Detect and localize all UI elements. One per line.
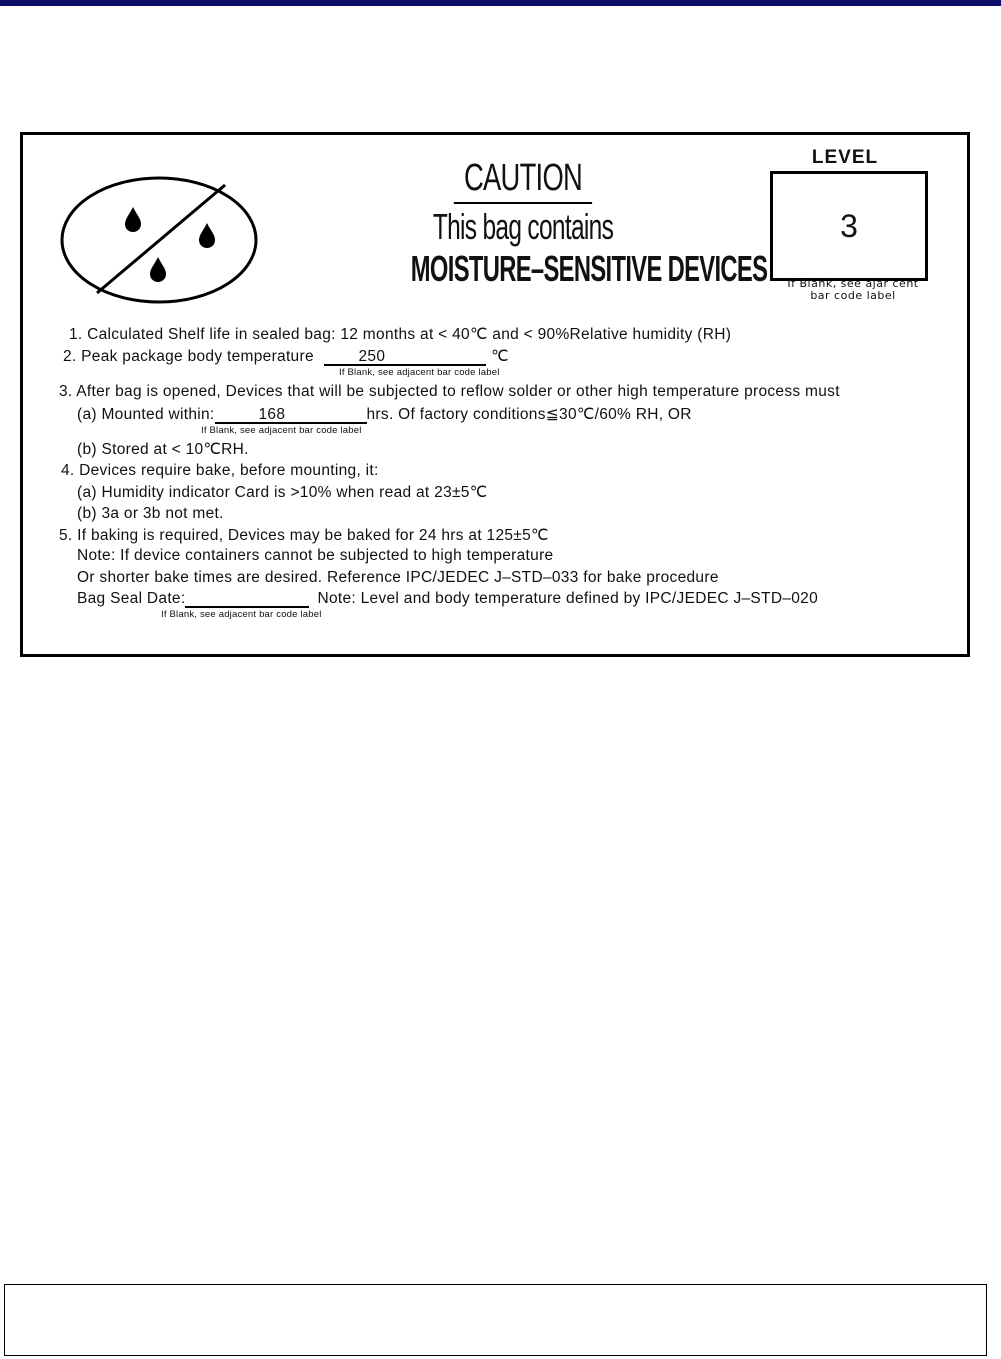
instruction-2 [63, 347, 509, 366]
bag-seal-suffix: Note: Level and body temperature defined by IPC/JEDEC J–STD–020 [317, 590, 818, 607]
caution-title: CAUTION [454, 157, 592, 204]
bag-seal-note: If Blank, see adjacent bar code label [161, 609, 322, 620]
caution-heading: MOISTURE–SENSITIVE DEVICES [410, 248, 768, 289]
note-line-2: Or shorter bake times are desired. Reference IPC/JEDEC J–STD–033 for bake procedure [77, 569, 719, 586]
bag-seal-label: Bag Seal Date: [77, 590, 186, 607]
instruction-3: 3. After bag is opened, Devices that will be subjected to reflow solder or other high temperature process must [59, 383, 840, 400]
mount-within-label: (a) Mounted within: [77, 406, 215, 423]
instruction-4a: (a) Humidity indicator Card is >10% when read at 23±5℃ [77, 484, 488, 501]
footer-box [4, 1284, 987, 1356]
level-note-line1: If Blank, see ajar cent [787, 277, 919, 290]
moisture-caution-label [20, 132, 970, 657]
instruction-3b: (b) Stored at < 10℃RH. [77, 441, 249, 458]
note-line-1: Note: If device containers cannot be subjected to high temperature [77, 547, 554, 564]
instruction-5: 5. If baking is required, Devices may be baked for 24 hrs at 125±5℃ [59, 527, 549, 544]
level-title: LEVEL [811, 147, 879, 168]
instruction-4b: (b) 3a or 3b not met. [77, 505, 224, 522]
mount-within-suffix: hrs. Of factory conditions≦30℃/60% RH, OR [366, 406, 692, 423]
level-value: 3 [840, 207, 858, 244]
header-rule [0, 0, 1001, 6]
peak-temp-field: 250 [324, 348, 486, 366]
peak-temp-label: 2. Peak package body temperature [63, 348, 314, 365]
bag-seal-line [77, 590, 818, 608]
peak-temp-note: If Blank, see adjacent bar code label [339, 367, 500, 378]
caution-subtitle: This bag contains [432, 206, 614, 247]
peak-temp-unit: ℃ [491, 348, 509, 365]
level-note-line2: bar code label [810, 289, 896, 302]
mount-within-note: If Blank, see adjacent bar code label [201, 425, 362, 436]
bag-seal-date-field [185, 590, 309, 608]
instruction-1: 1. Calculated Shelf life in sealed bag: 12 months at < 40℃ and < 90%Relative humidity (RH) [69, 326, 732, 343]
instruction-3a [77, 405, 692, 424]
mount-within-field: 168 [215, 406, 367, 424]
instructions [23, 135, 967, 654]
instruction-4: 4. Devices require bake, before mounting, it: [61, 462, 379, 479]
